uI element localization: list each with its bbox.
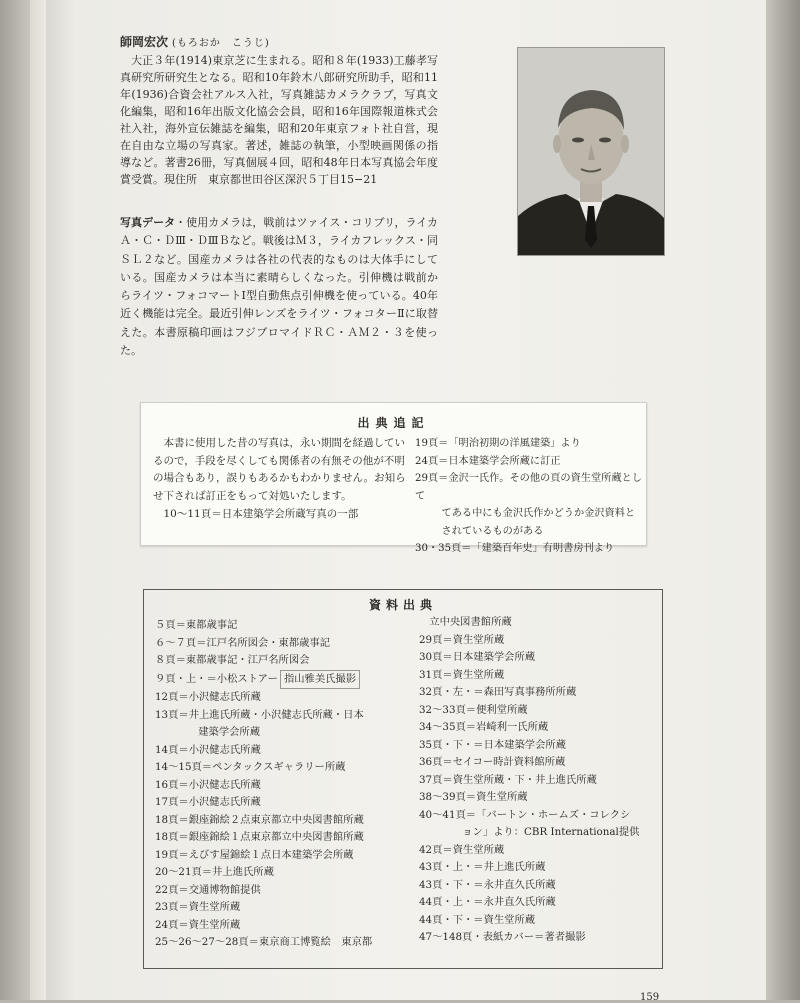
source-entry: ６〜７頁＝江戸名所図会・東都歳事記 [155,636,331,649]
source-entry: 14頁＝小沢健志氏所蔵 [155,743,261,756]
source-entry: 18頁＝銀座錦絵２点東京都立中央図書館所蔵 [155,813,364,826]
source-entry: 13頁＝井上進氏所蔵・小沢健志氏所蔵・日本 [155,708,364,721]
addendum-left-column [153,435,415,524]
sources-right-column [419,614,655,947]
source-entry-text: ９頁・上・＝小松ストアー [155,672,278,685]
source-entry: 37頁＝資生堂所蔵・下・井上進氏所蔵 [419,773,597,786]
author-bio-text: 大正３年(1914)東京芝に生まれる。昭和８年(1933)工藤孝写真研究所研究生となる。昭和10年鈴木八郎研究所助手，昭和11年(1936)合資会社アルス入社，写真雑誌カメラクラブ，写真文化編集，昭和16年出版文化協会会員，昭和16年国際報道株式会社入社，海外宣伝雑誌を編集，昭和20年東京フォト社自営，現在自由な立場の写真家。著述，雑誌の執筆，小型映画関係の指導など。著書26冊，写真個展４回，昭和48年日本写真協会年度賞受賞。現住所 東京都世田谷区深沢５丁目15−21 [120,54,438,186]
author-name: 師岡宏次 [120,35,169,49]
source-entry: 20〜21頁＝井上進氏所蔵 [155,866,274,878]
source-entry: 44頁・上・＝永井直久氏所蔵 [419,896,556,908]
pasted-correction-label: 指山雅美氏撮影 [280,670,360,690]
source-entry: 19頁＝えびす屋錦絵１点日本建築学会所蔵 [155,848,354,861]
sources-title: 資料出典 [368,598,437,612]
addendum-item-continuation: されているものがある [441,525,544,537]
sources-box [143,589,663,969]
source-entry: 17頁＝小沢健志氏所蔵 [155,796,261,808]
photo-data-paragraph [120,214,438,360]
photo-data-label: 写真データ [120,216,176,229]
source-entry: ８頁＝東都歳事記・江戸名所図会 [155,654,310,666]
source-entry: 31頁＝資生堂所蔵 [419,668,505,681]
source-entry: 40〜41頁＝「バートン・ホームズ・コレクシ [419,808,631,821]
source-entry: 29頁＝資生堂所蔵 [419,633,505,646]
source-entry [155,670,417,690]
source-entry: 34〜35頁＝岩崎利一氏所蔵 [419,721,549,733]
source-entry: 35頁・下・＝日本建築学会所蔵 [419,738,566,751]
addendum-item: 24頁＝日本建築学会所蔵に訂正 [415,455,561,467]
source-entry: ５頁＝東都歳事記 [155,619,238,631]
page-number: 159 [640,992,660,1003]
photo-data-text: ・使用カメラは，戦前はツァイス・コリブリ，ライカＡ・Ｃ・ＤⅢ・ＤⅢＢなど。戦後はＭ３，ライカフレックス・同ＳＬ２など。国産カメラは各社の代表的なものは大体手にしている。国産カメラは本当に素晴らしくなった。引伸機は戦前からライツ・フォコマートⅠ型自動焦点引伸機を使っている。40年近く機能は完全。最近引伸レンズをライツ・フォコターⅡに取替えた。本書原稿印画はフジブロマイドＲＣ・ＡＭ２・３を使った。 [120,216,438,358]
addendum-note-footer: 10〜11頁＝日本建築学会所蔵写真の一部 [163,508,359,520]
book-spine [0,0,30,1000]
source-entry: 24頁＝資生堂所蔵 [155,918,241,931]
source-addendum-slip [140,402,647,554]
source-entry: 43頁・上・＝井上進氏所蔵 [419,861,546,873]
author-portrait-photo [517,47,665,256]
source-entry: 12頁＝小沢健志氏所蔵 [155,691,261,703]
source-entry: 44頁・下・＝資生堂所蔵 [419,913,536,926]
source-entry: 36頁＝セイコー時計資料館所蔵 [419,756,566,768]
addendum-note: 本書に使用した昔の写真は，永い期間を経過しているので，手段を尽くしても関係者の有無その他が不明の場合もあり，誤りもあるかもわかりません。お知らせ下されば訂正をもって対処いたします。 [153,437,406,502]
source-entry: 32〜33頁＝便利堂所蔵 [419,703,528,716]
addendum-item-continuation: てある中にも金沢氏作かどうか金沢資料と [441,508,636,519]
source-entry: 22頁＝交通博物館提供 [155,883,261,896]
author-bio [120,34,438,188]
source-entry: 32頁・左・＝森田写真事務所所蔵 [419,686,577,698]
source-entry: 23頁＝資生堂所蔵 [155,901,241,913]
source-entry-continuation: ョン」より：CBR International提供 [462,826,640,838]
source-entry-continuation: 立中央図書館所蔵 [429,616,512,628]
addendum-item: 30・35頁＝「建築百年史」有明書房刊より [415,543,615,554]
sources-left-column [155,617,417,952]
source-entry: 16頁＝小沢健志氏所蔵 [155,778,261,791]
source-entry: 30頁＝日本建築学会所蔵 [419,651,536,663]
addendum-item: 19頁＝「明治初期の洋風建築」より [415,438,581,449]
addendum-title: 出典追記 [357,416,430,430]
source-entry: 47〜148頁・表紙カバー＝著者撮影 [419,931,586,943]
source-entry: 43頁・下・＝永井直久氏所蔵 [419,878,556,891]
addendum-item: 29頁＝金沢一氏作。その他の頁の資生堂所蔵として [415,473,642,502]
adjacent-page-edge [30,0,47,1000]
source-entry: 18頁＝銀座錦絵１点東京都立中央図書館所蔵 [155,831,364,843]
source-entry: 42頁＝資生堂所蔵 [419,843,505,856]
source-entry: 14〜15頁＝ペンタックスギャラリー所蔵 [155,761,346,773]
page-edge-shadow [766,0,800,1000]
source-entry: 25〜26〜27〜28頁＝東京商工博覧絵 東京都 [155,936,373,948]
source-entry: 38〜39頁＝資生堂所蔵 [419,791,528,803]
addendum-right-column [415,435,643,558]
author-name-reading: (もろおか こうじ) [172,38,270,49]
source-entry-continuation: 建築学会所蔵 [198,726,261,738]
